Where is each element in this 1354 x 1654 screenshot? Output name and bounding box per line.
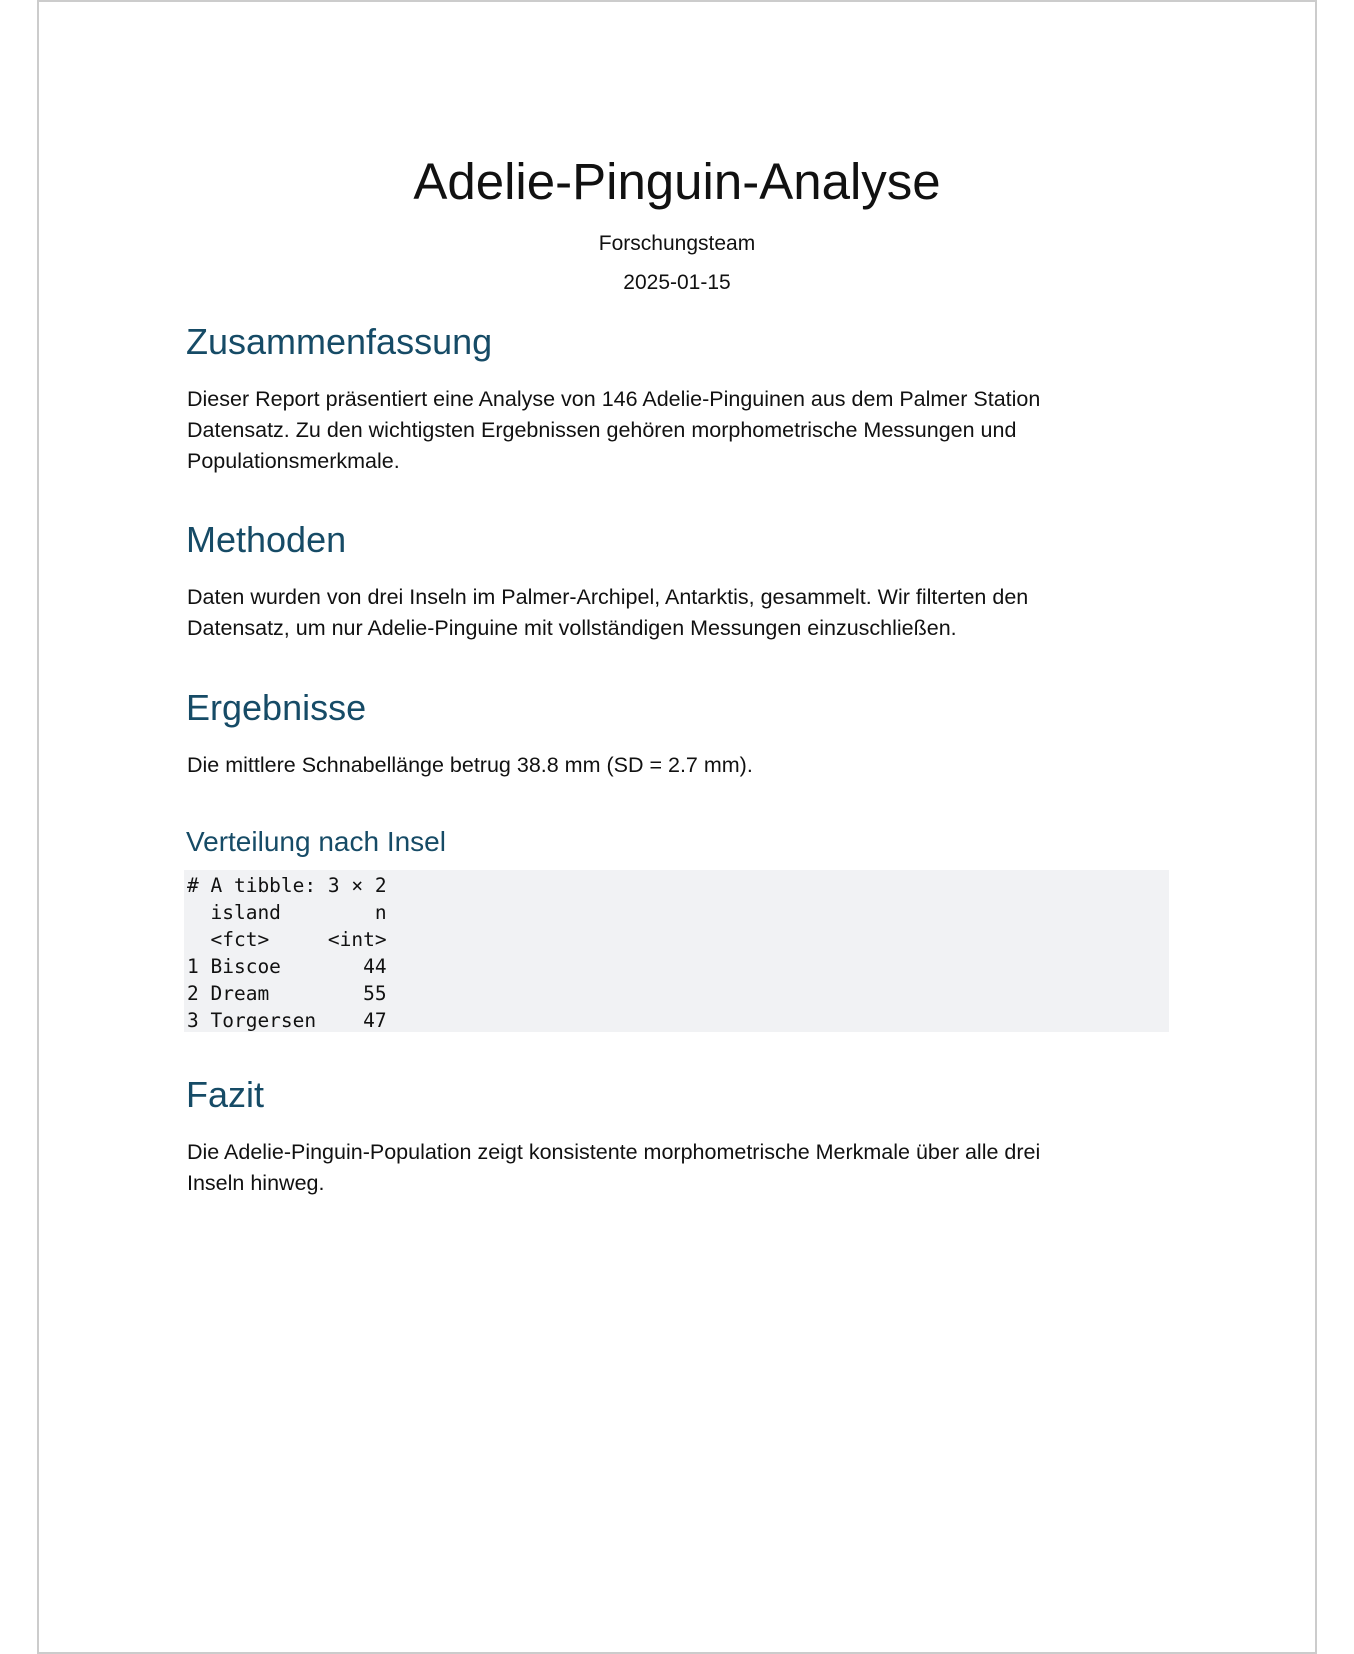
- heading-fazit: Fazit: [186, 1074, 265, 1115]
- text-line: Datensatz. Zu den wichtigsten Ergebnissen gehören morphometrische Messungen und: [187, 418, 1017, 442]
- code-line: <fct> <int>: [187, 928, 387, 951]
- heading-ergebnisse: Ergebnisse: [186, 687, 367, 728]
- code-line: # A tibble: 3 × 2: [187, 874, 387, 897]
- code-line: 1 Biscoe 44: [187, 955, 387, 978]
- paragraph-fazit: [187, 1137, 1187, 1199]
- code-line: island n: [187, 901, 387, 924]
- text-line: Die mittlere Schnabellänge betrug 38.8 mm (SD = 2.7 mm).: [187, 753, 753, 777]
- paragraph-zusammenfassung: [187, 384, 1187, 477]
- text-line: Daten wurden von drei Inseln im Palmer-Archipel, Antarktis, gesammelt. Wir filterten den: [187, 585, 1029, 609]
- heading-zusammenfassung: Zusammenfassung: [186, 321, 493, 362]
- code-output: [184, 870, 1169, 1034]
- paragraph-ergebnisse: [187, 750, 1187, 781]
- text-line: Populationsmerkmale.: [187, 449, 400, 473]
- code-line: 3 Torgersen 47: [187, 1009, 387, 1032]
- text-line: Dieser Report präsentiert eine Analyse von 146 Adelie-Pinguinen aus dem Palmer Station: [187, 387, 1041, 411]
- heading-methoden: Methoden: [186, 519, 347, 560]
- code-output-block: [184, 870, 1169, 1032]
- text-line: Die Adelie-Pinguin-Population zeigt konsistente morphometrische Merkmale über alle drei: [187, 1140, 1041, 1164]
- document-author: Forschungsteam: [598, 232, 756, 255]
- document-date: 2025-01-15: [623, 271, 731, 294]
- code-line: 2 Dream 55: [187, 982, 387, 1005]
- document-title: Adelie-Pinguin-Analyse: [413, 153, 941, 210]
- text-line: Inseln hinweg.: [187, 1171, 325, 1195]
- text-line: Datensatz, um nur Adelie-Pinguine mit vollständigen Messungen einzuschließen.: [187, 616, 957, 640]
- paragraph-methoden: [187, 582, 1187, 644]
- heading-verteilung-nach-insel: Verteilung nach Insel: [186, 826, 446, 857]
